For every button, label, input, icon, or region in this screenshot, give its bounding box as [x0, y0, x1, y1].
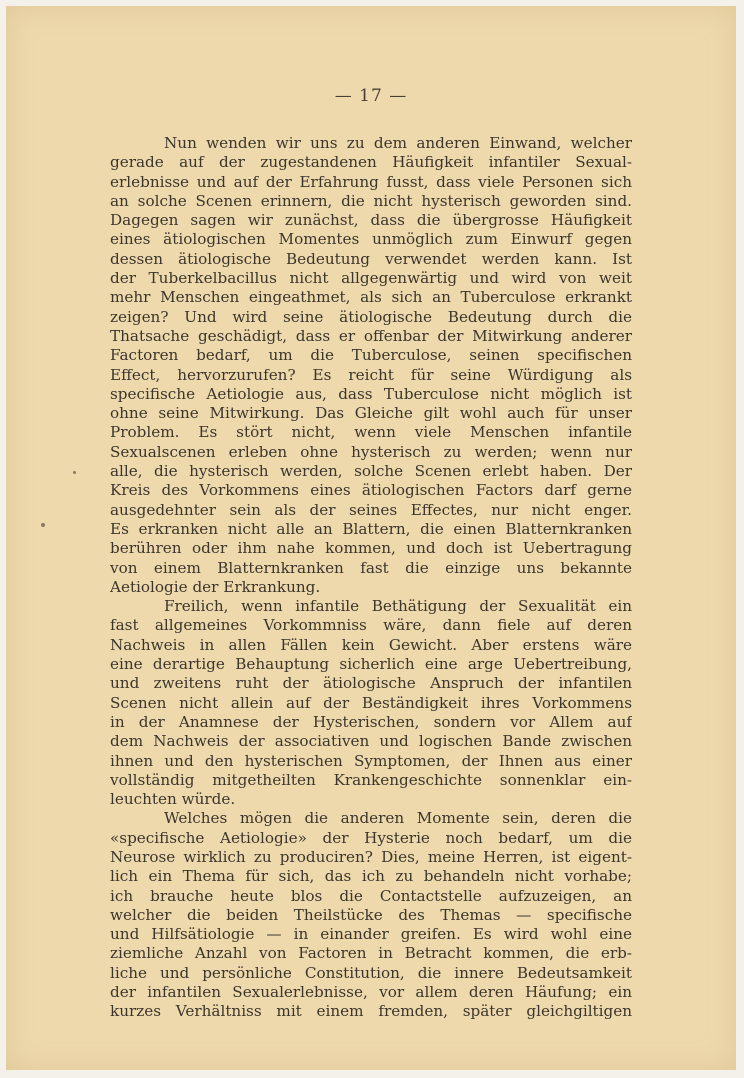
text-line: Nun wenden wir uns zu dem anderen Einwand, welcher	[164, 134, 632, 152]
text-line: Dagegen sagen wir zunächst, dass die übergrosse Häufigkeit	[110, 211, 632, 230]
paper-speck	[73, 471, 76, 474]
text-line: fast allgemeines Vorkommniss wäre, dann fiele auf deren	[110, 616, 632, 635]
text-line: Es erkranken nicht alle an Blattern, die einen Blatternkranken	[110, 519, 632, 538]
text-line: an solche Scenen erinnern, die nicht hysterisch geworden sind.	[110, 191, 632, 210]
book-page	[6, 6, 736, 1070]
text-line: von einem Blatternkranken fast die einzige uns bekannte	[110, 558, 632, 577]
text-line: ich brauche heute blos die Contactstelle aufzuzeigen, an	[110, 886, 632, 905]
text-line: kurzes Verhältniss mit einem fremden, später gleichgiltigen	[110, 1002, 632, 1021]
text-line: liche und persönliche Constitution, die innere Bedeutsamkeit	[110, 963, 632, 982]
text-line: Kreis des Vorkommens eines ätiologischen Factors darf gerne	[110, 481, 632, 500]
text-line: vollständig mitgetheilten Krankengeschichte sonnenklar ein-	[110, 770, 632, 789]
text-line: Problem. Es stört nicht, wenn viele Menschen infantile	[110, 423, 632, 442]
text-line: in der Anamnese der Hysterischen, sondern vor Allem auf	[110, 712, 632, 731]
page-number: — 17 —	[334, 86, 408, 106]
text-line: Nachweis in allen Fällen kein Gewicht. Aber erstens wäre	[110, 635, 632, 654]
text-line: ohne seine Mitwirkung. Das Gleiche gilt wohl auch für unser	[110, 404, 632, 423]
text-line: Aetiologie der Erkrankung.	[110, 577, 321, 596]
text-line: Factoren bedarf, um die Tuberculose, seinen specifischen	[110, 346, 632, 365]
text-line: ausgedehnter sein als der seines Effectes, nur nicht enger.	[110, 500, 632, 519]
text-line: gerade auf der zugestandenen Häufigkeit infantiler Sexual-	[110, 153, 632, 172]
text-line: eines ätiologischen Momentes unmöglich zum Einwurf gegen	[110, 230, 632, 249]
text-line: Freilich, wenn infantile Bethätigung der Sexualität ein	[164, 597, 632, 616]
text-line: Welches mögen die anderen Momente sein, deren die	[164, 809, 632, 828]
text-line: der Tuberkelbacillus nicht allgegenwärtig und wird von weit	[110, 269, 632, 288]
text-line: Sexualscenen erleben ohne hysterisch zu werden; wenn nur	[110, 442, 632, 461]
text-line: alle, die hysterisch werden, solche Scenen erlebt haben. Der	[110, 462, 632, 481]
text-line: und zweitens ruht der ätiologische Anspruch der infantilen	[110, 674, 632, 693]
text-line: Scenen nicht allein auf der Beständigkeit ihres Vorkommens	[110, 693, 632, 712]
text-line: berühren oder ihm nahe kommen, und doch ist Uebertragung	[110, 539, 632, 558]
text-line: dem Nachweis der associativen und logischen Bande zwischen	[110, 732, 632, 751]
text-line: eine derartige Behauptung sicherlich eine arge Uebertreibung,	[110, 655, 632, 674]
text-line: welcher die beiden Theilstücke des Themas — specifische	[110, 905, 632, 924]
text-line: ihnen und den hysterischen Symptomen, der Ihnen aus einer	[110, 751, 632, 770]
text-line: dessen ätiologische Bedeutung verwendet werden kann. Ist	[110, 249, 632, 268]
text-line: und Hilfsätiologie — in einander greifen. Es wird wohl eine	[110, 925, 632, 944]
text-line: zeigen? Und wird seine ätiologische Bedeutung durch die	[110, 307, 632, 326]
text-line: Thatsache geschädigt, dass er offenbar der Mitwirkung anderer	[110, 326, 632, 345]
text-line: der infantilen Sexualerlebnisse, vor allem deren Häufung; ein	[110, 983, 632, 1002]
paper-speck	[41, 523, 45, 527]
text-line: erlebnisse und auf der Erfahrung fusst, dass viele Personen sich	[110, 172, 632, 191]
text-line: «specifische Aetiologie» der Hysterie noch bedarf, um die	[110, 828, 632, 847]
text-line: lich ein Thema für sich, das ich zu behandeln nicht vorhabe;	[110, 867, 632, 886]
text-line: leuchten würde.	[110, 790, 236, 809]
text-line: Neurose wirklich zu produciren? Dies, meine Herren, ist eigent-	[110, 847, 632, 866]
text-line: Effect, hervorzurufen? Es reicht für seine Würdigung als	[110, 365, 632, 384]
body-text	[110, 134, 632, 1022]
text-line: specifische Aetiologie aus, dass Tuberculose nicht möglich ist	[110, 384, 632, 403]
text-line: mehr Menschen eingeathmet, als sich an Tuberculose erkrankt	[110, 288, 632, 307]
text-line: ziemliche Anzahl von Factoren in Betracht kommen, die erb-	[110, 944, 632, 963]
